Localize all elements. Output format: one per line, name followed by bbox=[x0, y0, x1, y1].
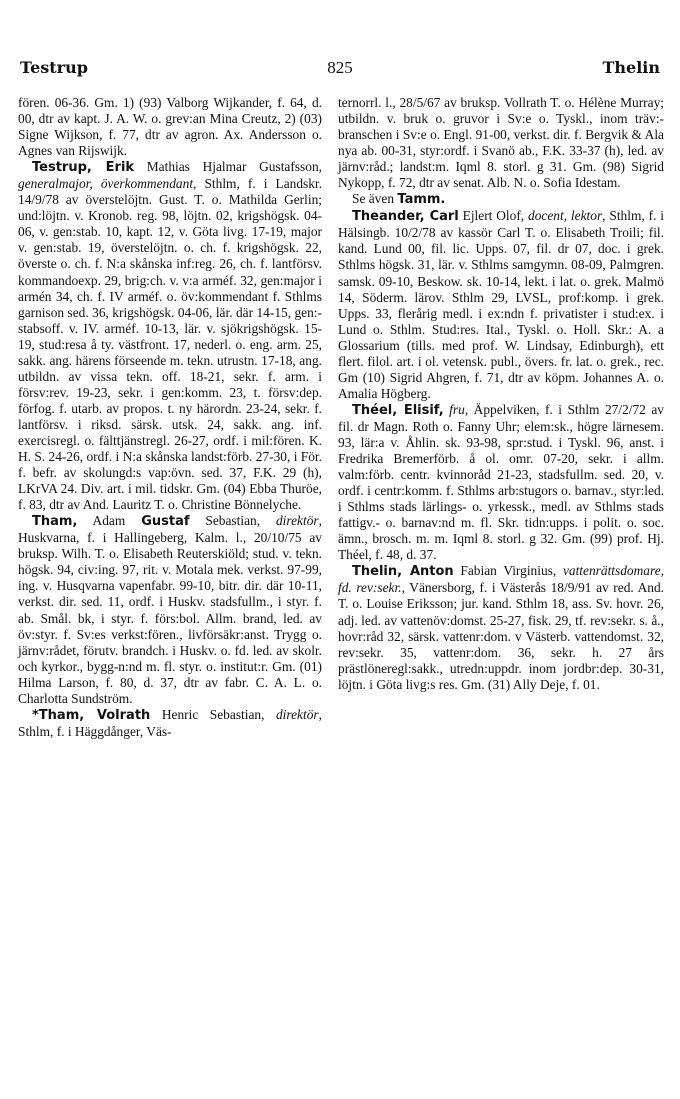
entry-callname: Gustaf bbox=[141, 514, 190, 530]
entry-callname: Volrath bbox=[84, 707, 151, 723]
entry-thelin bbox=[338, 563, 664, 692]
see-also-reference bbox=[338, 191, 664, 208]
entry-headword: Theander, Carl bbox=[352, 209, 459, 225]
entry-theander bbox=[338, 208, 664, 402]
entry-text: , Sthlm, f. i Häggdånger, Väs- bbox=[18, 706, 322, 739]
entry-title: docent, lektor bbox=[528, 208, 603, 224]
entry-headword: Tham, bbox=[32, 514, 78, 530]
entry-tham-gustaf bbox=[18, 513, 322, 707]
entry-text: , Huskvarna, f. i Hallingeberg, Kalm. l., 20/10/75 av bruksp. Wilh. T. o. Elisabeth Reuterskiöld; stud. v. tekn. högsk. 94, civ:ing. 97, rit. v. Motala mek. verkst. 97-99, ing. v. Husqvarna vapenfabr. 99-10, bitr. dir. där 10-11, verkst. dir. sed. 11, ordf. i Huskv. stadsfullm., i styr. f. ab. Smål. bk, i styr. f. förs:bol. Allm. brand, led. av öv:styr. f. Sv:es verkst:fören., livförsäkr:anst. Trygg o. järnv:rådet, förutv. brandch. i Huskv. o. fd. led. av skolr. och kyrkor., bygg-n:nd m. fl. styr. o. institut:r. Gm. (01) Hilma Larson, f. 80, d. 37, dtr av fabr. C. A. L. o. Charlotta Sundström. bbox=[18, 513, 322, 706]
entry-text: Mathias Hjalmar Gustafsson, bbox=[134, 159, 322, 175]
page-header bbox=[20, 58, 660, 84]
entry-continuation: ternorrl. l., 28/5/67 av bruksp. Vollrath T. o. Hélène Murray; utbildn. v. bruk o. gruvor i Sv:e o. Tyskl., inom träv:-branschen i Sv:e o. Engl. 91-00, verkst. dir. f. Bergvik & Ala nya ab. 00-31, styr:ordf. i Svanö ab., F.K. 33-37 (h), led. av järnv:råd.; landst:m. Iqml 8. storl. g 31. Gm. (98) Sigrid Nykopp, f. 72, dtr av senat. Alb. N. o. Sofia Idestam. bbox=[338, 95, 664, 191]
entry-text: Fabian Virginius, bbox=[453, 563, 563, 579]
entry-title: generalmajor, överkommendant bbox=[18, 176, 194, 192]
entry-tham-volrath bbox=[18, 707, 322, 740]
see-also-target: Tamm. bbox=[397, 192, 446, 208]
see-also-label: Se även bbox=[352, 191, 398, 207]
entry-headword: Thelin, Anton bbox=[352, 564, 454, 580]
entry-headword: *Tham, bbox=[32, 707, 85, 723]
entry-text: , Sthlm, f. i Hälsingb. 10/2/78 av kassör Carl T. o. Elisabeth Troili; fil. kand. Lund 00, fil. lic. Upps. 07, fil. dr 07, doc. i grek. Sthlms högsk. 31, lär. v. Sthlms samgymn. 08-09, Palmgren. samsk. 09-10, Beskow. sk. 10-14, lekt. i lat. o. grek. Malmö 14, Söderm. lärov. Sthlm 29, LVSL, prof:komp. i grek. Upps. 33, flerårig medl. i ex:ndn f. privatister i stud:ex. i Lund o. Sthlm. Stud:res. Ital., Tyskl. o. Holl. Skr.: A. a Glossarium (tills. med prof. W. Lindsay, Edinburgh), ett flert. filol. art. i ol. vetensk. publ., övers. fr. lat. o. grek., rec. Gm (10) Sigrid Ahgren, f. 71, dtr av köpm. Johannes A. o. Amalia Högberg. bbox=[338, 208, 665, 401]
left-column bbox=[18, 95, 322, 740]
entry-title: vattenrättsdomare, fd. rev:sekr. bbox=[338, 563, 664, 596]
right-column bbox=[338, 95, 664, 693]
entry-testrup bbox=[18, 159, 322, 513]
entry-text: , Sthlm, f. i Landskr. 14/9/78 av överstelöjtn. Gust. T. o. Mathilda Gerlin; und:löjtn. v. Kronob. reg. 98, löjtn. 02, krigshögsk. 04-06, v. gen:stab. 10, kapt. 12, v. Göta livg. 17-19, major v. gen:stab. 19, överstelöjtn. o. ch. f. krigshögsk. 22, överste o. ch. f. N:a skånska inf:reg. 26, ch. f. lantförsv. kommandoexp. 29, brig:ch. v. v:a arméf. 32, gen:major i armén 34, ch. f. IV arméf. o. öv:kommendant f. Sthlms garnison sed. 36, krigshögsk. 04-06, lär. där 14-15, gen:-stabsoff. v. IV. arméf. 10-13, lär. v. sjökrigshögsk. 15-19, stud:resa å ty. västfront. 17, nederl. o. eng. arm. 25, sakk. ang. härens förseende m. tekn. utrustn. 17-18, ang. utbildn. av vissa tekn. off. 18-21, sekr. f. arm. i försv:rev. 19-23, sekr. i gen:komm. 23, t. försv:dep. förfog. f. utarb. av propos. t. ny härordn. 23-24, sekr. f. lantförsv. i riksd. särsk. utsk. 24, sakk. ang. inf. exercisregl. o. fälttjänstregl. 26-27, ordf. i mil:fören. K. H. S. 24-26, ordf. i N:a skånska landst:förb. 27-30, i För. f. befr. av skolungd:s vap:övn. sed. 37, F.K. 29 (h), LKrVA 24. Div. art. i mil. tidskr. Gm. (04) Ebba Thuröe, f. 83, dtr av And. Lauritz T. o. Christine Bönnelyche. bbox=[18, 176, 322, 513]
entry-text: Henric Sebastian, bbox=[150, 706, 276, 722]
header-left-keyword: Testrup bbox=[20, 58, 88, 77]
entry-text: , Vänersborg, f. i Västerås 18/9/91 av red. And. T. o. Louise Eriksson; jur. kand. Sthlm 18, ass. Sv. hovr. 26, adj. led. av vattenöv:domst. 25-27, fisk. 29, tf. rev:sekr. s. å., hovr:råd 32, särsk. vattenr:dom. v Västerb. vattendomst. 32, rev:sekr. 35, vattenr:dom. 36, sekr. h. 27 års prästlöneregl:sakk., utredn:uppdr. inom jordbr:dep. 30-31, löjtn. i Göta livg:s res. Gm. (31) Ally Deje, f. 01. bbox=[338, 580, 665, 692]
entry-title: fru bbox=[443, 401, 465, 417]
entry-text: , Äppelviken, f. i Sthlm 27/2/72 av fil. dr Magn. Roth o. Fanny Uhr; elem:sk., högre lärnesem. 93, lär:a v. Åhlin. sk. 93-98, spr:stud. i Tyskl. 96, anst. i Fredrika Bremerförb. å ol. omr. 07-20, sekr. i allm. valm:förb. centr. kvinnoråd 21-23, stadsfullm. sed. 20, v. ordf. i centr:komm. f. Sthlms arb:stugors o. barnav., styr:led. i Sthlms stads lärlings- o. yrkessk., medl. av Sthlms stads fattigv.- o. barnav:nd m. fl. Skr. tidn:upps. i polit. o. soc. ämn., brosch. m. m. Iqml 8. storl. g 32. Gm. (99) prof. Hj. Théel, f. 48, d. 37. bbox=[338, 401, 664, 563]
entry-headword: Théel, Elisif, bbox=[352, 402, 444, 418]
page-number: 825 bbox=[327, 58, 353, 77]
header-right-keyword: Thelin bbox=[602, 58, 660, 77]
entry-headword: Testrup, Erik bbox=[32, 160, 135, 176]
entry-title: direktör bbox=[275, 513, 319, 529]
entry-title: direktör bbox=[275, 706, 319, 722]
entry-text: Adam bbox=[77, 513, 142, 529]
entry-continuation: fören. 06-36. Gm. 1) (93) Valborg Wijkander, f. 64, d. 00, dtr av kapt. J. A. W. o. grev:an Mina Creutz, 2) (03) Signe Wijkson, f. 77, dtr av agron. Ax. Andersson o. Agnes van Rijswijk. bbox=[18, 95, 322, 159]
entry-text: Sebastian, bbox=[189, 513, 276, 529]
entry-theel bbox=[338, 402, 664, 563]
entry-text: Ejlert Olof, bbox=[458, 208, 529, 224]
